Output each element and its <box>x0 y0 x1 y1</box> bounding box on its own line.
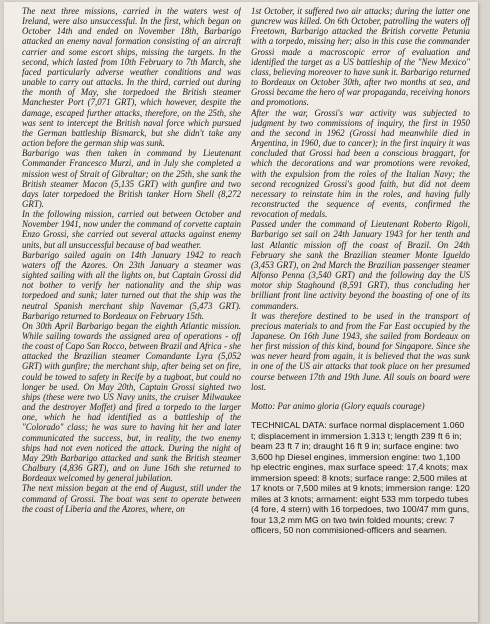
left-paragraph-2: Barbarigo was then taken in command by Lieutenant Commander Francesco Murzi, and in July she completed a mission west of Strait of Gibraltar; on the 25th, she sank the British steamer Macon (5,135 GRT) with gunfire and two days later torpedoed the British tanker Horn Shell (8,272 GRT). <box>22 148 241 209</box>
motto-text: Par animo gloria (Glory equals courage) <box>277 400 425 411</box>
right-column <box>251 6 470 618</box>
left-column <box>22 6 241 618</box>
left-paragraph-6: The next mission began at the end of August, still under the command of Grossi. The boat was sent to operate between the coast of Liberia and the Azores, where, on <box>22 483 241 514</box>
right-paragraph-4: It was therefore destined to be used in the transport of precious materials to and from the Far East occupied by the Japanese. On 16th June 1943, she sailed from Bordeaux on her first mission of this kind, bound for Singapore. Since she was never heard from again, it is believed that the was sunk in one of the US air attacks that took place on her presumed course between 17th and 19th June. All souls on board were lost. <box>251 310 470 392</box>
text-columns <box>22 6 470 618</box>
motto-label: Motto: <box>251 400 276 411</box>
left-paragraph-5: On 30th April Barbarigo began the eighth Atlantic mission. While sailing towards the assigned area of operations - off the coast of Capo San Rocco, between Brazil and Africa - she attacked the Brazilian steamer Comandante Lyra (5,052 GRT) with gunfire; the merchant ship, after being set on fire, could be towed to safety in Recife by a tugboat, but could no longer be used. On May 20th, Captain Grossi sighted two ships (these were two US Navy units, the cruiser Milwaukee and the destroyer Moffet) and fired a torpedo to the larger one, which he had identified as a battleship of the "Colorado" class; he was sure to having hit her and later communicated the success, but, in reality, the two enemy ships had not even noticed the attack. During the night of May 29th Barbarigo attacked and sank the British steamer Chalbury (4,836 GRT), and on June 16th she returned to Bordeaux welcomed by general jubilation. <box>22 320 241 484</box>
document-page <box>4 2 478 622</box>
right-paragraph-3: Passed under the command of Lieutenant Roberto Rigoli, Barbarigo set sail on 24th January 1943 for her tenth and last Atlantic mission off the coast of Brazil. On 24th February she sank the Brazilian steamer Monte Igueldo (3,453 GRT), on 2nd March the Brazilian passenger steamer Alfonso Penna (3,540 GRT) and the following day the US motor ship Staghound (8,591 GRT), thus concluding her brilliant front line activity beyond the boasting of one of its commanders. <box>251 219 470 311</box>
technical-data-label: TECHNICAL DATA: <box>251 420 327 431</box>
left-paragraph-3: In the following mission, carried out between October and November 1941, now under the command of corvette captain Enzo Grossi, she carried out several attacks against enemy units, but all unsuccessful because of bad weather. <box>22 209 241 250</box>
right-paragraph-1: 1st October, it suffered two air attacks; during the latter one guncrew was killed. On 6th October, patrolling the waters off Freetown, Barbarigo attacked the British corvette Petunia with a torpedo, missing her; also in this case the commander Grossi made a macroscopic error of evaluation and identified the target as a US battleship of the "New Mexico" class, believing moreover to have sunk it. Barbarigo returned to Bordeaux on October 30th, after two months at sea, and Grossi became the hero of war propaganda, receiving honors and promotions. <box>251 6 470 108</box>
right-paragraph-2: After the war, Grossi's war activity was subjected to judgment by two commissions of inquiry, the first in 1950 and the second in 1962 (Grossi had meanwhile died in Argentina, in 1960, due to cancer); in the first inquiry it was concluded that Grossi had been a conscious braggart, for which the decorations and war promotions were revoked, with the expulsion from the roles of the Italian Navy; the second recognized Grossi's good faith, but did not deem necessary to reinstate him in the roles, and having fully reconstructed the sequence of events, confirmed the revocation of medals. <box>251 107 470 220</box>
motto <box>251 401 470 411</box>
left-paragraph-4: Barbarigo sailed again on 14th January 1942 to reach waters off the Azores. On 23th January a steamer was sighted sailing with all the lights on, but Captain Grossi did not bother to verify her nationality and the ship was torpedoed and sunk; later turned out that the ship was the neutral Spanish merchant ship Navemar (5,473 GRT). Barbarigo returned to Bordeaux on February 15th. <box>22 249 241 321</box>
technical-data-text: surface normal displacement 1.060 t; displacement in immersion 1.313 t; length 239 ft 6 in; beam 23 ft 7 in; draught 16 ft 9 in; surface engine: two 3,600 hp Diesel engines, immersion engine: two 1,100 hp electric engines, max surface speed: 17,4 knots; max immersion speed: 8 knots; surface range: 2,500 miles at 17 knots or 7,500 miles at 9 knots; immersion range: 120 miles at 3 knots; armament: eight 533 mm torpedo tubes (4 fore, 4 stern) with 16 torpedoes, two 100/47 mm guns, four 13,2 mm MG on two twin folded mounts; crew: 7 officers, 50 non commisioned-officers and seamen. <box>251 420 470 536</box>
technical-data <box>251 420 470 536</box>
left-paragraph-1: The next three missions, carried in the waters west of Ireland, were also unsuccessful. In the first, which began on October 14th and ended on November 18th, Barbarigo attacked an enemy naval formation consisting of an aircraft carrier and some escort ships, missing the targets. In the second, which lasted from 10th February to 7th March, she faced particularly adverse weather conditions and was unable to carry out attacks. In the third, carried out during the month of May, she torpedoed the British steamer Manchester Port (7,071 GRT), which however, despite the damage, escaped further attacks, therefore, on the 25th, she was sent to intercept the British naval force which pursued the German battleship Bismarck, but she didn't take any action before the german ship was sunk. <box>22 6 241 149</box>
